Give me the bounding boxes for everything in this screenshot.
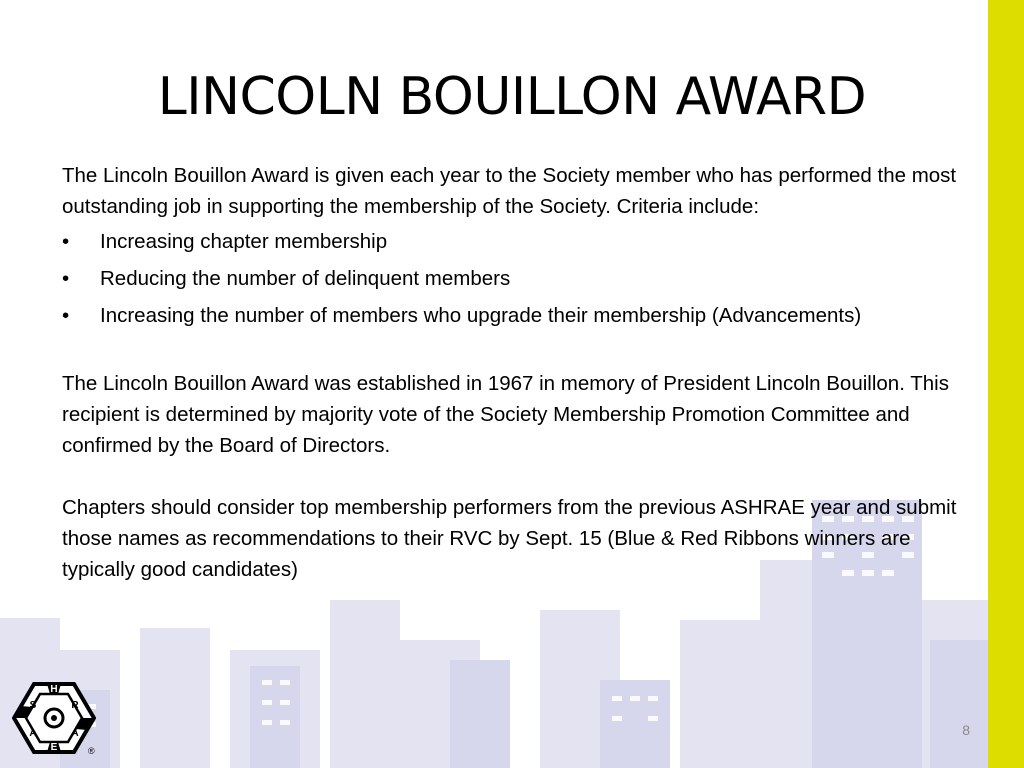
ashrae-logo-icon	[12, 680, 96, 756]
logo-letter-h: H	[50, 684, 58, 695]
bullet-icon: •	[62, 267, 70, 290]
logo-letter-e: E	[50, 742, 58, 753]
list-item	[62, 300, 962, 331]
list-item	[62, 263, 962, 294]
criteria-item-text: Increasing chapter membership	[100, 230, 388, 253]
slide-body	[62, 160, 962, 585]
spacer	[62, 337, 962, 368]
registered-mark: ®	[88, 746, 95, 756]
recommendation-paragraph: Chapters should consider top membership performers from the previous ASHRAE year and submit those names as recommendations to their RVC by Sept. 15 (Blue & Red Ribbons winners are typically good candidates)	[62, 496, 957, 581]
logo-letter-s: S	[29, 700, 37, 711]
criteria-item-text: Increasing the number of members who upgrade their membership (Advancements)	[100, 304, 862, 327]
intro-paragraph: The Lincoln Bouillon Award is given each year to the Society member who has performed the most outstanding job in supporting the membership of the Society. Criteria include:	[62, 164, 957, 218]
logo-letter-a-right: A	[71, 728, 79, 739]
criteria-item-text: Reducing the number of delinquent members	[100, 267, 511, 290]
logo-letter-r: R	[71, 700, 79, 711]
logo-letter-a-left: A	[29, 728, 37, 739]
slide-title: LINCOLN BOUILLON AWARD	[157, 67, 867, 127]
spacer	[62, 461, 962, 492]
bullet-icon: •	[62, 230, 70, 253]
history-paragraph: The Lincoln Bouillon Award was established in 1967 in memory of President Lincoln Bouillon. This recipient is determined by majority vote of the Society Membership Promotion Committee and confirmed by the Board of Directors.	[62, 372, 949, 457]
bullet-icon: •	[62, 304, 70, 327]
criteria-list	[62, 226, 962, 331]
list-item	[62, 226, 962, 257]
page-number: 8	[962, 722, 970, 738]
